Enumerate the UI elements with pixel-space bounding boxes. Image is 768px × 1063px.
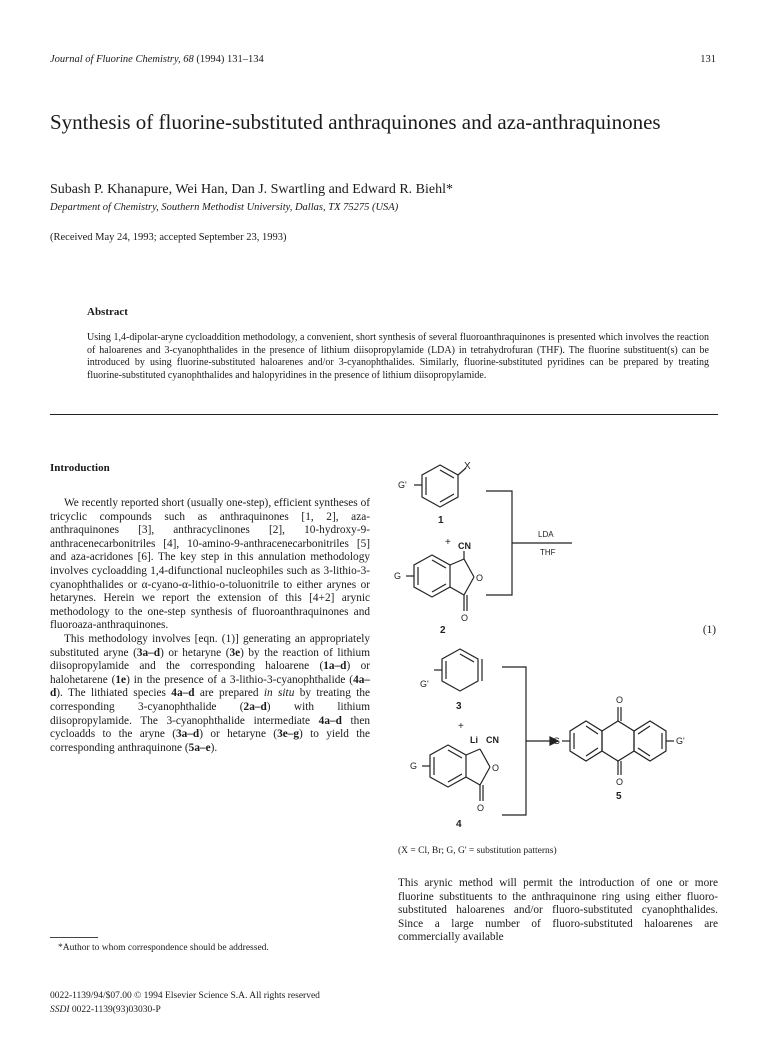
- introduction-heading: Introduction: [50, 462, 110, 474]
- intro-paragraph-1: We recently reported short (usually one-step), efficient syntheses of tricyclic compounds such as anthraquinones [1, 2], aza-anthraquinones [3], anthracyclinones [2], 10-hydroxy-9-anthracenecarbonitriles [4], 10-amino-9-anthracenecarbonitriles [5] and aza-acridones [6]. The key step in this annulation methodology involves cycloadding 1,4-difunctional nucleophiles such as 3-lithio-3-cyanophthalides or α-cyano-α-lithio-o-toluonitrile to either arynes or hetarynes. Herein we report the extension of this [4+2] arynic methodology to the one-step synthesis of fluoroanthraquinones and fluoroaza-anthraquinones.: [50, 497, 370, 632]
- label-o-carbonyl-2: O: [477, 803, 485, 813]
- label-o-ring-1: O: [476, 573, 484, 583]
- anthraquinone-structure: [562, 707, 674, 775]
- label-g-prime-3: G': [676, 736, 685, 746]
- year-pages: (1994) 131–134: [196, 54, 264, 65]
- running-head: [50, 54, 720, 65]
- scheme-drawing: [390, 455, 720, 845]
- compound-5-label: 5: [616, 791, 622, 802]
- label-g-3: G: [553, 736, 561, 746]
- label-o-top: O: [616, 695, 624, 705]
- plus-2: +: [458, 721, 464, 732]
- journal-name: Journal of Fluorine Chemistry,: [50, 54, 181, 65]
- introduction-left-column: [50, 497, 370, 755]
- ssdi-label: SSDI: [50, 1005, 70, 1015]
- label-cn-1: CN: [458, 541, 471, 551]
- label-g-prime-2: G': [420, 679, 429, 689]
- reaction-bracket-2: [502, 667, 561, 815]
- abstract-heading: Abstract: [87, 306, 128, 318]
- compound-1-label: 1: [438, 515, 444, 526]
- affiliation: Department of Chemistry, Southern Methodist University, Dallas, TX 75275 (USA): [50, 202, 399, 213]
- compound-3-label: 3: [456, 701, 462, 712]
- label-o-carbonyl-1: O: [461, 613, 469, 623]
- page-number: 131: [700, 54, 716, 65]
- article-title: Synthesis of fluorine-substituted anthraquinones and aza-anthraquinones: [50, 110, 661, 134]
- label-o-bottom: O: [616, 777, 624, 787]
- ssdi-code: 0022-1139(93)03030-P: [69, 1005, 161, 1015]
- label-x: X: [464, 461, 471, 472]
- aryne-structure: [434, 649, 482, 691]
- solvent-thf: THF: [540, 548, 556, 557]
- abstract-text: Using 1,4-dipolar-aryne cycloaddition methodology, a convenient, short synthesis of several fluoroanthraquinones is presented which involves the reaction of haloarenes and 3-cyanophthalides in the presence of lithium diisopropylamide (LDA) in tetrahydrofuran (THF). The fluorine substituent(s) can be introduced by using fluorine-substituted haloarenes and/or 3-cyanophthalides. Similarly, fluorine-substituted pyridines can be prepared by treating fluorine-substituted cyanophthalides and halopyridines in the presence of lithium diisopropylamide.: [87, 332, 709, 381]
- scheme-caption: (X = Cl, Br; G, G' = substitution patterns): [398, 846, 557, 856]
- label-cn-2: CN: [486, 735, 499, 745]
- reagent-lda: LDA: [538, 530, 554, 539]
- abstract-divider: [50, 414, 718, 415]
- plus-1: +: [445, 537, 451, 548]
- footnote-divider: [50, 937, 98, 938]
- reaction-scheme: [390, 455, 720, 865]
- author-list: Subash P. Khanapure, Wei Han, Dan J. Swartling and Edward R. Biehl*: [50, 182, 453, 197]
- label-li: Li: [470, 735, 478, 745]
- lithio-cyanophthalide-structure: [422, 745, 490, 801]
- copyright-line: 0022-1139/94/$07.00 © 1994 Elsevier Science S.A. All rights reserved: [50, 991, 320, 1001]
- label-g-1: G: [394, 571, 402, 581]
- compound-4-label: 4: [456, 819, 462, 830]
- introduction-right-column: This arynic method will permit the introduction of one or more fluorine substituents to the anthraquinone ring using either fluoro-substituted haloarenes and/or fluoro-substituted cyanophthalides. Since a large number of fluoro-substituted haloarenes are commercially available: [398, 877, 718, 944]
- label-g-2: G: [410, 761, 418, 771]
- compound-2-label: 2: [440, 625, 446, 636]
- cyanophthalide-structure: [406, 551, 474, 611]
- reaction-bracket-1: [486, 491, 572, 595]
- label-g-prime-1: G': [398, 480, 407, 490]
- ssdi-line: [50, 1005, 550, 1015]
- equation-number: (1): [702, 624, 716, 636]
- haloarene-structure: [414, 465, 466, 507]
- volume: 68: [183, 54, 194, 65]
- received-dates: (Received May 24, 1993; accepted September 23, 1993): [50, 232, 287, 243]
- label-o-ring-2: O: [492, 763, 500, 773]
- intro-paragraph-2: This methodology involves [eqn. (1)] generating an appropriately substituted aryne (3a–d) or hetaryne (3e) by the reaction of lithium diisopropylamide and the corresponding haloarene (1a–d) or halohetarene (1e) in the presence of a 3-lithio-3-cyanophthalide (4a–d). The lithiated species 4a–d are prepared in situ by treating the corresponding 3-cyanophthalide (2a–d) with lithium diisopropylamide. The 3-cyanophthalide intermediate 4a–d then cycloadds to the aryne (3a–d) or hetaryne (3e–g) to yield the corresponding anthraquinone (5a–e).: [50, 632, 371, 754]
- correspondence-footnote: *Author to whom correspondence should be addressed.: [58, 943, 269, 953]
